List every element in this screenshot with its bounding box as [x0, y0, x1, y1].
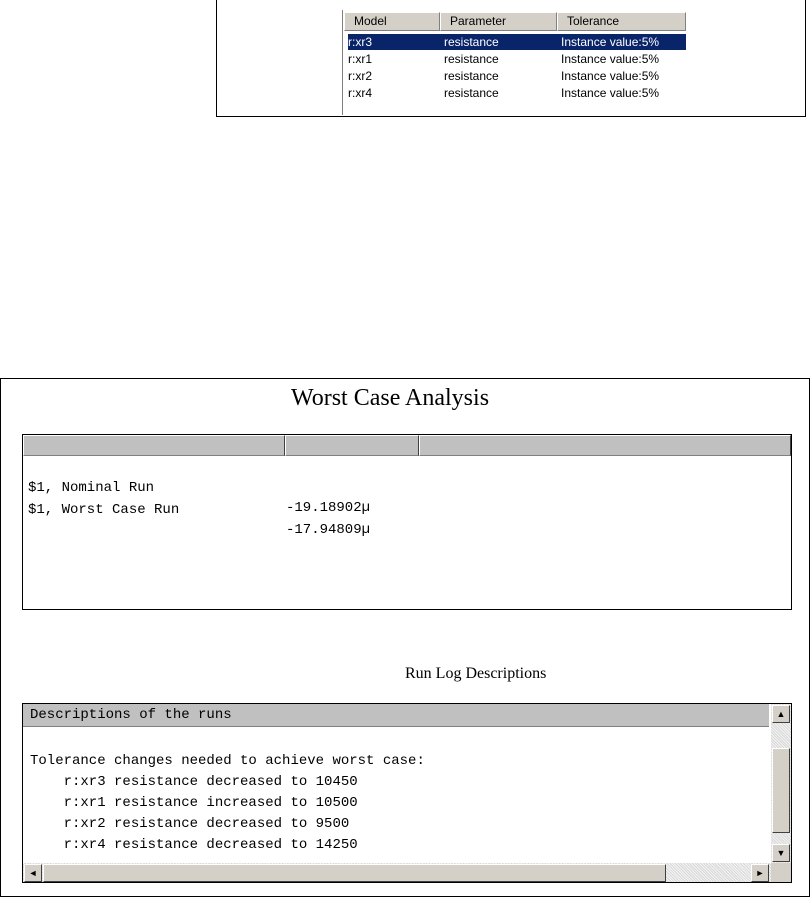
log-line: r:xr2 resistance decreased to 9500: [30, 816, 350, 832]
tolerance-table: [342, 10, 686, 115]
horizontal-scroll-thumb[interactable]: [43, 864, 666, 882]
run-log-header-label: Descriptions of the runs: [30, 707, 232, 723]
vertical-scroll-thumb[interactable]: [772, 748, 790, 833]
results-list: [22, 434, 792, 610]
column-header-model[interactable]: Model: [344, 12, 440, 31]
column-header-tolerance[interactable]: Tolerance: [557, 12, 686, 31]
run-log-panel: [22, 703, 792, 883]
row-model: r:xr2: [348, 69, 372, 83]
log-line: r:xr3 resistance decreased to 10450: [30, 774, 358, 790]
result-value: -17.94809µ: [286, 522, 371, 538]
row-tolerance: Instance value:5%: [561, 35, 660, 49]
horizontal-scrollbar[interactable]: [23, 863, 771, 882]
result-name: $1, Nominal Run: [28, 480, 155, 496]
scroll-right-icon[interactable]: ►: [751, 864, 769, 882]
vertical-scrollbar[interactable]: [771, 704, 791, 863]
results-column-header-name[interactable]: [23, 435, 285, 456]
table-row[interactable]: [348, 51, 686, 67]
scroll-left-icon[interactable]: ◄: [24, 864, 42, 882]
log-line: r:xr1 resistance increased to 10500: [30, 795, 358, 811]
table-row[interactable]: [348, 85, 686, 101]
column-header-parameter[interactable]: Parameter: [440, 12, 557, 31]
row-tolerance: Instance value:5%: [561, 86, 660, 100]
table-row[interactable]: [348, 34, 686, 50]
results-column-header-value[interactable]: [285, 435, 419, 456]
row-tolerance: Instance value:5%: [561, 52, 660, 66]
run-log-title: Run Log Descriptions: [405, 665, 547, 682]
run-log-header: [23, 704, 769, 727]
row-model: r:xr3: [348, 35, 372, 49]
results-column-header-extra[interactable]: [419, 435, 791, 456]
row-parameter: resistance: [444, 52, 499, 66]
scroll-up-icon[interactable]: ▲: [772, 705, 790, 723]
result-name: $1, Worst Case Run: [28, 502, 180, 518]
row-model: r:xr4: [348, 86, 372, 100]
row-parameter: resistance: [444, 35, 499, 49]
table-left-border: [342, 10, 343, 115]
page-title: Worst Case Analysis: [290, 385, 490, 411]
log-line: r:xr4 resistance decreased to 14250: [30, 837, 358, 853]
row-tolerance: Instance value:5%: [561, 69, 660, 83]
result-value: -19.18902µ: [286, 500, 371, 516]
tolerance-table-header: [344, 12, 686, 31]
row-parameter: resistance: [444, 86, 499, 100]
log-line: Tolerance changes needed to achieve worst case:: [30, 753, 425, 769]
table-row[interactable]: [348, 68, 686, 84]
scrollbar-corner: [771, 863, 791, 882]
row-parameter: resistance: [444, 69, 499, 83]
row-model: r:xr1: [348, 52, 372, 66]
scroll-down-icon[interactable]: ▼: [772, 844, 790, 862]
results-header: [23, 435, 791, 456]
